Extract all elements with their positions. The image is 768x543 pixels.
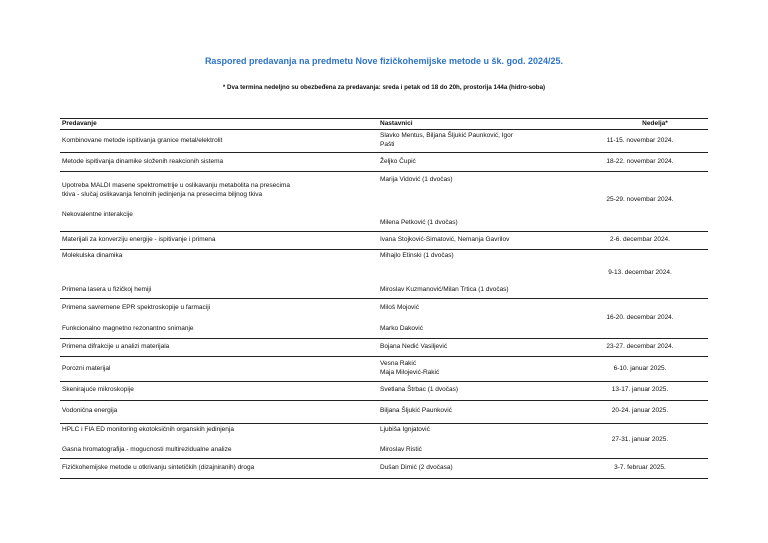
lecture-title: Upotreba MALDI masene spektrometrije u oslikavanju metabolita na presecima	[62, 182, 290, 189]
lecturer-name: Biljana Šljukić Paunković	[380, 407, 452, 414]
lecturer-name: Ljubiša Ignjatović	[380, 426, 430, 433]
table-row	[60, 299, 708, 339]
week-date: 23-27. decembar 2024.	[606, 343, 674, 350]
header-nastavnici: Nastavnici	[380, 120, 413, 127]
week-date: 9-13. decembar 2024.	[608, 269, 672, 276]
lecturer-name: Bojana Nedić Vasiljević	[380, 343, 448, 350]
lecture-title: Porozni materijal	[62, 365, 111, 372]
document-title: Raspored predavanja na predmetu Nove fizičkohemijske metode u šk. god. 2024/25.	[204, 56, 564, 66]
lecturer-name: Željko Čupić	[380, 158, 416, 165]
table-row	[60, 424, 708, 459]
table-row	[60, 250, 708, 299]
table-row	[60, 357, 708, 382]
lecture-title: Materijali za konverziju energije - ispitivanje i primena	[62, 236, 216, 243]
lecturer-name: Miloš Mojović	[380, 304, 420, 311]
lecturer-name: Vesna Rakić	[380, 360, 417, 367]
lecture-title: Primena savremene EPR spektroskopije u farmaciji	[62, 304, 211, 311]
document-subtitle: * Dva termina nedeljno su obezbeđena za predavanja: sreda i petak od 18 do 20h, prostorija 144a (hidro-soba)	[222, 84, 546, 91]
week-date: 25-29. novembar 2024.	[606, 196, 674, 203]
lecture-title: Kombinovane metode ispitivanja granice metal/elektrolit	[62, 137, 223, 144]
lecture-title: Funkcionalno magnetno rezonantno snimanje	[62, 325, 194, 332]
lecture-title: Gasna hromatografija - mogucnosti multirezidualne analize	[62, 446, 232, 453]
header-nedelja: Nedelja*	[642, 120, 668, 127]
lecture-title: Skenirajuće mikroskopije	[62, 386, 134, 393]
lecturer-name: Pašti	[380, 141, 395, 148]
table-row	[60, 382, 708, 401]
lecturer-name: Ivana Stojković-Simatović, Nemanja Gavrilov	[380, 236, 510, 243]
week-date: 27-31. januar 2025.	[611, 436, 669, 443]
week-date: 2-6. decembar 2024.	[610, 236, 670, 243]
table-row	[60, 130, 708, 153]
week-date: 3-7. februar 2025.	[614, 464, 666, 471]
lecture-title: Fizičkohemijske metode u otkrivanju sintetičkih (dizajniranih) droga	[62, 464, 255, 471]
week-date: 13-17. januar 2025.	[611, 386, 669, 393]
lecturer-name: Marija Vidović (1 dvočas)	[380, 176, 453, 183]
lecturer-name: Slavko Mentus, Biljana Šljukić Paunković, Igor	[380, 132, 513, 139]
table-row	[60, 232, 708, 250]
lecture-title: HPLC i FIA ED monitoring ekotoksičnih organskih jedinjenja	[62, 426, 234, 433]
schedule-table	[60, 118, 708, 479]
table-header-row	[60, 119, 708, 130]
week-date: 18-22. novembar 2024.	[606, 158, 674, 165]
lecturer-name: Maja Milojević-Rakić	[380, 369, 440, 376]
table-row	[60, 401, 708, 424]
lecture-title: Metode ispitivanja dinamike složenih reakcionih sistema	[62, 158, 224, 165]
lecturer-name: Miroslav Kuzmanović/Milan Trtica (1 dvočas)	[380, 286, 509, 293]
header-predavanje: Predavanje	[62, 120, 97, 127]
table-row	[60, 172, 708, 232]
lecture-title: Primena lasera u fizičkoj hemiji	[62, 286, 152, 293]
lecturer-name: Dušan Dimić (2 dvočasa)	[380, 464, 453, 471]
lecture-title: Vodonična energija	[62, 407, 118, 414]
week-date: 11-15. novembar 2024.	[606, 137, 674, 144]
table-row	[60, 153, 708, 172]
week-date: 16-20. decembar 2024.	[606, 314, 674, 321]
lecture-title: Nekovalentne interakcije	[62, 211, 133, 218]
lecturer-name: Marko Daković	[380, 325, 423, 332]
table-row	[60, 339, 708, 357]
lecture-title: tkiva - slučaj oslikavanja fenolnih jedinjenja na presecima biljnog tkiva	[62, 191, 263, 198]
table-row	[60, 459, 708, 479]
lecturer-name: Svetlana Štrbac (1 dvočas)	[380, 386, 459, 393]
lecturer-name: Miroslav Ristić	[380, 446, 422, 453]
week-date: 6-10. januar 2025.	[613, 365, 667, 372]
lecture-title: Molekulska dinamika	[62, 252, 123, 259]
lecture-title: Primena difrakcije u analizi materijala	[62, 343, 170, 350]
lecturer-name: Mihajlo Etinski (1 dvočas)	[380, 252, 454, 259]
week-date: 20-24. januar 2025.	[611, 407, 669, 414]
lecturer-name: Milena Petković (1 dvočas)	[380, 219, 458, 226]
